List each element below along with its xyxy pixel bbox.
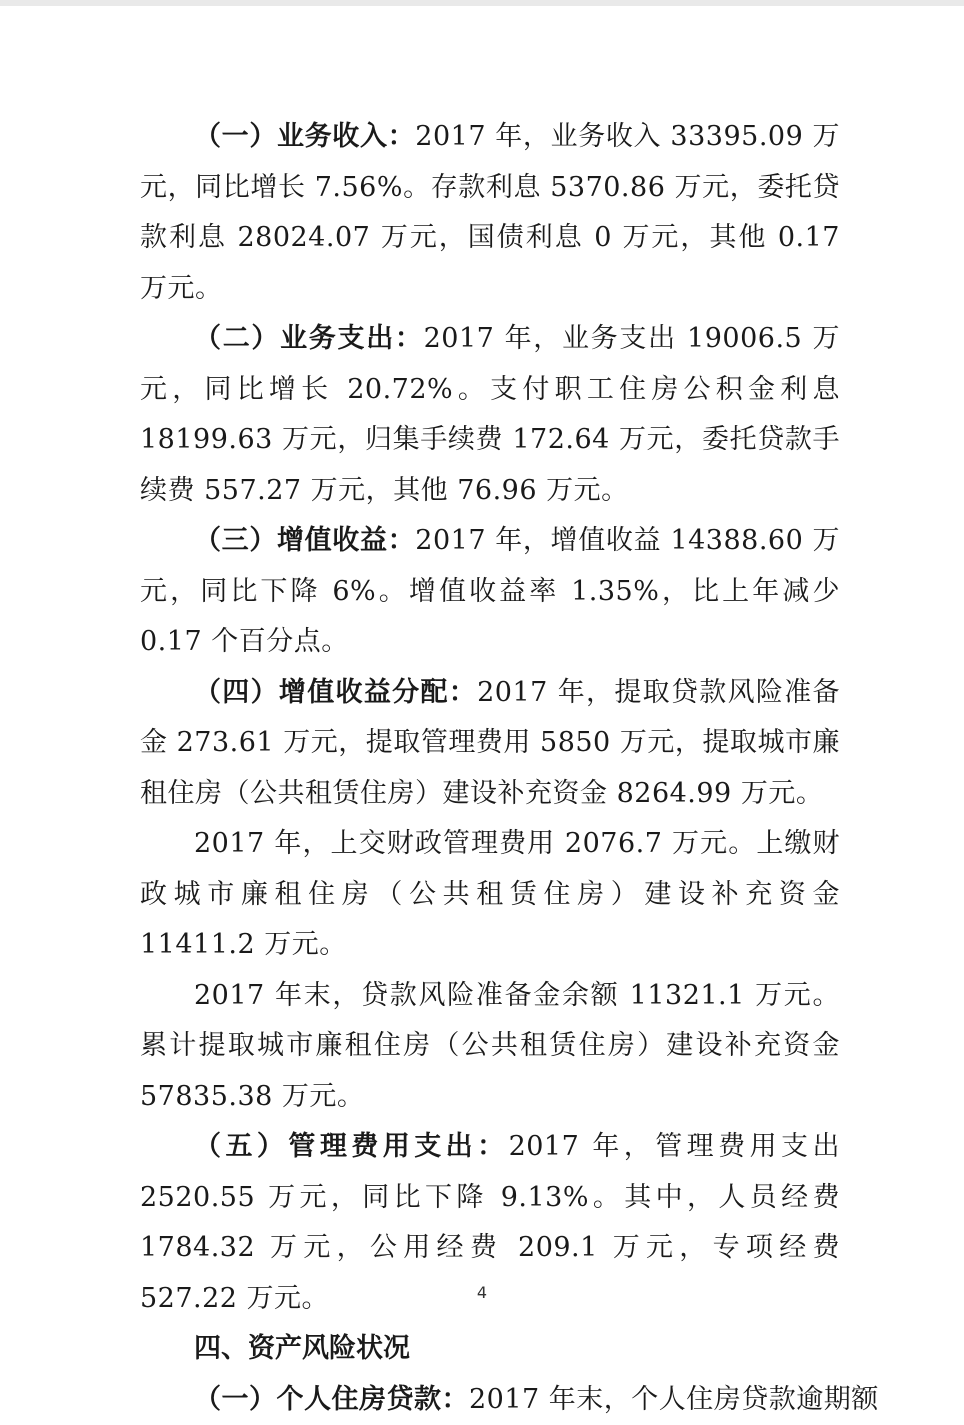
section-heading: 四、资产风险状况 (140, 1324, 840, 1375)
document-body (140, 112, 840, 1425)
paragraph-text: 2017 年，业务收入 33395.09 万元，同比增长 7.56%。存款利息 5370.86 万元，委托贷款利息 28024.07 万元，国债利息 0 万元，其他 0.17 万元。 (140, 121, 840, 304)
paragraph-label: （一）个人住房贷款： (194, 1384, 469, 1415)
paragraph-income-distribution (140, 668, 840, 820)
paragraph-label: （二）业务支出： (194, 323, 424, 354)
paragraph-text: 2017 年，业务支出 19006.5 万元，同比增长 20.72%。支付职工住房公积金利息 18199.63 万元，归集手续费 172.64 万元，委托贷款手续费 557.27 万元，其他 76.96 万元。 (140, 323, 840, 506)
paragraph-business-expense (140, 314, 840, 516)
paragraph-text: 2017 年，上交财政管理费用 2076.7 万元。上缴财政城市廉租住房（公共租赁住房）建设补充资金 11411.2 万元。 (140, 828, 840, 960)
paragraph-label: （一）业务收入： (194, 121, 415, 152)
paragraph-housing-loans (140, 1375, 840, 1425)
scan-top-edge (0, 0, 964, 6)
paragraph-text: 2017 年，提取贷款风险准备金 273.61 万元，提取管理费用 5850 万元，提取城市廉租住房（公共租赁住房）建设补充资金 8264.99 万元。 (140, 677, 840, 809)
paragraph-fiscal-handover (140, 819, 840, 971)
paragraph-label: （五）管理费用支出： (194, 1131, 509, 1162)
paragraph-value-added-income (140, 516, 840, 668)
paragraph-text: 2017 年末，个人住房贷款逾期额 (469, 1384, 879, 1415)
paragraph-label: （三）增值收益： (194, 525, 415, 556)
paragraph-text: 2017 年，管理费用支出 2520.55 万元，同比下降 9.13%。其中，人员经费 1784.32 万元，公用经费 209.1 万元，专项经费 527.22 万元。 (140, 1131, 840, 1314)
page-number: 4 (0, 1283, 964, 1302)
paragraph-label: （四）增值收益分配： (194, 677, 477, 708)
paragraph-text: 2017 年末，贷款风险准备金余额 11321.1 万元。累计提取城市廉租住房（公共租赁住房）建设补充资金 57835.38 万元。 (140, 980, 840, 1112)
paragraph-risk-reserve (140, 971, 840, 1123)
paragraph-text: 2017 年，增值收益 14388.60 万元，同比下降 6%。增值收益率 1.35%，比上年减少 0.17 个百分点。 (140, 525, 840, 657)
paragraph-business-income (140, 112, 840, 314)
